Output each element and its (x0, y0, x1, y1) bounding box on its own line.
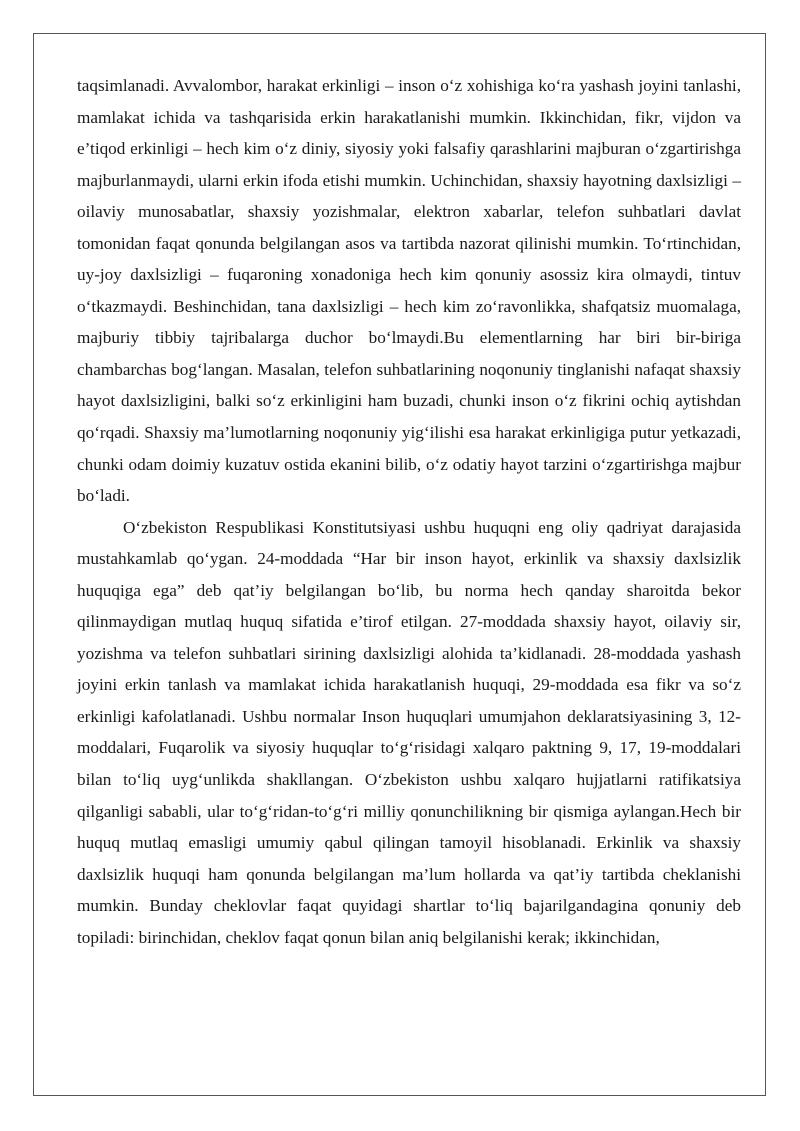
document-body (77, 70, 741, 953)
paragraph-1: taqsimlanadi. Avvalombor, harakat erkinligi – inson o‘z xohishiga ko‘ra yashash joyini tanlashi, mamlakat ichida va tashqarisida erkin harakatlanishi mumkin. Ikkinchidan, fikr, vijdon va e’tiqod erkinligi – hech kim o‘z diniy, siyosiy yoki falsafiy qarashlarini majburan o‘zgartirishga majburlanmaydi, ularni erkin ifoda etishi mumkin. Uchinchidan, shaxsiy hayotning daxlsizligi – oilaviy munosabatlar, shaxsiy yozishmalar, elektron xabarlar, telefon suhbatlari davlat tomonidan faqat qonunda belgilangan asos va tartibda nazorat qilinishi mumkin. To‘rtinchidan, uy-joy daxlsizligi – fuqaroning xonadoniga hech kim qonuniy asossiz kira olmaydi, tintuv o‘tkazmaydi. Beshinchidan, tana daxlsizligi – hech kim zo‘ravonlikka, shafqatsiz muomalaga, majburiy tibbiy tajribalarga duchor bo‘lmaydi.Bu elementlarning har biri bir-biriga chambarchas bog‘langan. Masalan, telefon suhbatlarining noqonuniy tinglanishi nafaqat shaxsiy hayot daxlsizligini, balki so‘z erkinligini ham buzadi, chunki inson o‘z fikrini ochiq aytishdan qo‘rqadi. Shaxsiy ma’lumotlarning noqonuniy yig‘ilishi esa harakat erkinligiga putur yetkazadi, chunki odam doimiy kuzatuv ostida ekanini bilib, o‘z odatiy hayot tarzini o‘zgartirishga majbur bo‘ladi. (77, 76, 741, 506)
paragraph-2: O‘zbekiston Respublikasi Konstitutsiyasi ushbu huquqni eng oliy qadriyat darajasida mustahkamlab qo‘ygan. 24-moddada “Har bir inson hayot, erkinlik va shaxsiy daxlsizlik huquqiga ega” deb qat’iy belgilangan bo‘lib, bu norma hech qanday sharoitda bekor qilinmaydigan mutlaq huquq sifatida e’tirof etilgan. 27-moddada shaxsiy hayot, oilaviy sir, yozishma va telefon suhbatlari sirining daxlsizligi alohida ta’kidlanadi. 28-moddada yashash joyini erkin tanlash va mamlakat ichida harakatlanish huquqi, 29-moddada esa fikr va so‘z erkinligi kafolatlanadi. Ushbu normalar Inson huquqlari umumjahon deklaratsiyasining 3, 12-moddalari, Fuqarolik va siyosiy huquqlar to‘g‘risidagi xalqaro paktning 9, 17, 19-moddalari bilan to‘liq uyg‘unlikda shakllangan. O‘zbekiston ushbu xalqaro hujjatlarni ratifikatsiya qilganligi sababli, ular to‘g‘ridan-to‘g‘ri milliy qonunchilikning bir qismiga aylangan.Hech bir huquq mutlaq emasligi umumiy qabul qilingan tamoyil hisoblanadi. Erkinlik va shaxsiy daxlsizlik huquqi ham qonunda belgilangan ma’lum hollarda va qat’iy tartibda cheklanishi mumkin. Bunday cheklovlar faqat quyidagi shartlar to‘liq bajarilgandagina qonuniy deb topiladi: birinchidan, cheklov faqat qonun bilan aniq belgilanishi kerak; ikkinchidan, (77, 517, 741, 947)
